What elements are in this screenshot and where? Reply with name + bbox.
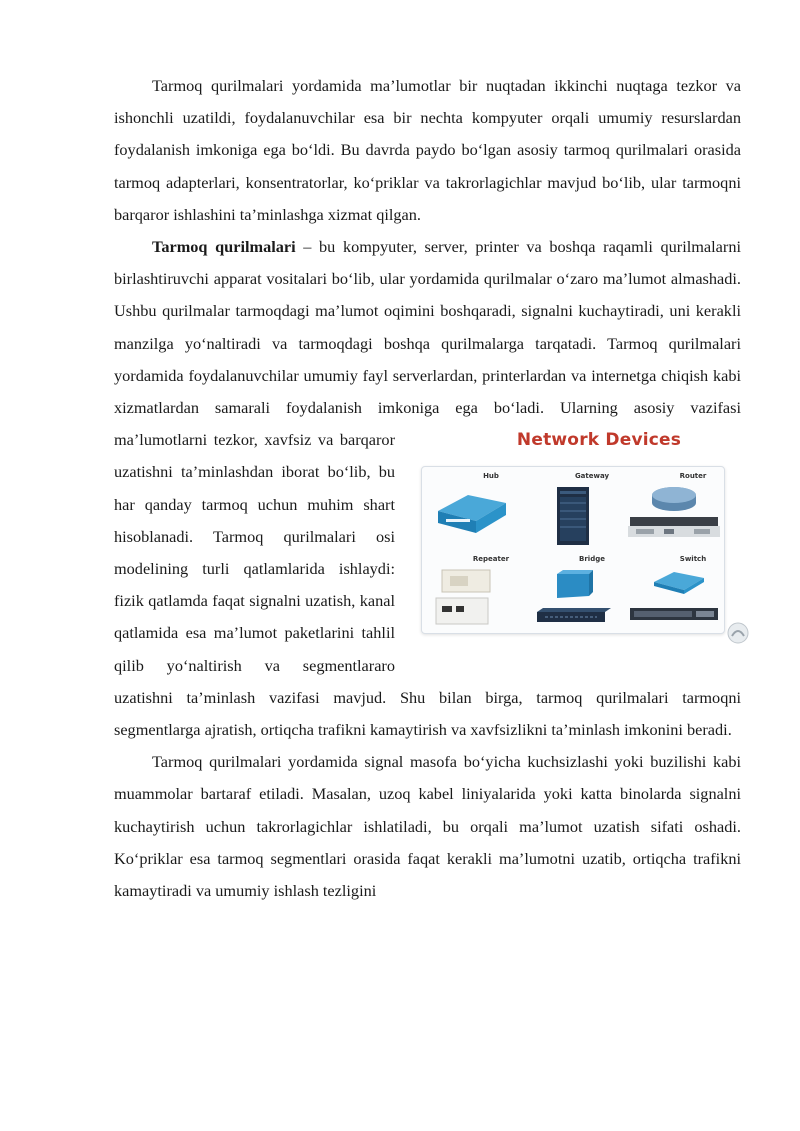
device-label: Hub [483, 472, 499, 481]
device-label: Bridge [579, 555, 605, 564]
figure-title: Network Devices [516, 430, 682, 451]
device-gateway [523, 467, 623, 550]
switch-icon [624, 564, 724, 630]
gateway-icon [523, 481, 623, 547]
bridge-icon [523, 564, 623, 630]
device-label: Switch [679, 555, 707, 564]
device-hub [422, 467, 522, 550]
device-switch [624, 550, 724, 633]
paragraph-2 [114, 231, 741, 746]
device-router [624, 467, 724, 550]
network-devices-figure [405, 428, 755, 674]
repeater-icon [422, 564, 522, 630]
document-page [114, 70, 741, 907]
paragraph-3: Tarmoq qurilmalari yordamida signal masofa bo‘yicha kuchsizlashi yoki buzilishi kabi muammolar bartaraf etiladi. Masalan, uzoq kabel liniyalarida yoki katta binolarda signalni kuchaytirish uchun takrorlagichlar ishlatiladi, bu orqali ma’lumot uzatish sifati oshadi. Ko‘priklar esa tarmoq segmentlari orasida faqat kerakli ma’lumotni uzatib, ortiqcha trafikni kamaytiradi va umumiy ishlash tezligini [114, 752, 741, 901]
devices-panel [421, 466, 725, 634]
paragraph-2-start: – bu kompyuter, server, printer va boshqa raqamli qurilmalarni birlashtiruvchi apparat vositalari bo‘lib, ular yordamida qurilmalar o‘zaro ma’lumot almashadi. Ushbu qurilmalar tarmoqdagi ma’lumot oqimini boshqaradi, signalni kuchaytiradi, uni kerakli manzilga yo‘naltiradi va tarmoqdagi boshqa qurilmalarga tarqatadi. Tarmoq qurilmalari yordamida foydalanuvchilar umumiy fayl serverlardan, printerlardan va internetga chiqish kabi xizmatlardan samarali foydalanish imkoniga ega bo‘ladi. Ularning asosiy vazifasi ma’lumotlarni Network Devices Hub Gateway Router Repeater Bridge Switch tezkor, xavfsiz va barqaror uzatishni ta’minlashdan iborat bo‘lib, bu har qanday tarmoq uchun muhim shart hisoblanadi. Tarmoq qurilmalari osi modelining turli qatlamlarida ishlaydi: fizik qatlamda faqat signalni uzatish, kanal qatlamida esa ma’lumot paketlarini tahlil qilib yo‘naltirish va segmentlararo uzatishni ta’minlash vazifasi mavjud. Shu bilan birga, tarmoq qurilmalari tarmoqni segmentlarga ajratish, ortiqcha trafikni kamaytirish va xavfsizlikni ta’minlash imkonini beradi. [114, 237, 741, 739]
term-definition: Tarmoq qurilmalari [152, 237, 296, 257]
router-icon [624, 481, 724, 547]
device-repeater [422, 550, 522, 633]
device-label: Repeater [472, 555, 510, 564]
device-bridge [523, 550, 623, 633]
watermark-logo-icon [727, 622, 749, 644]
device-label: Router [679, 472, 707, 481]
paragraph-1: Tarmoq qurilmalari yordamida ma’lumotlar bir nuqtadan ikkinchi nuqtaga tezkor va ishonchli uzatildi, foydalanuvchilar esa bir nechta kompyuter orqali umumiy resurslardan foydalanish imkoniga ega bo‘ldi. Bu davrda paydo bo‘lgan asosiy tarmoq qurilmalari orasida tarmoq adapterlari, konsentratorlar, ko‘priklar va takrorlagichlar mavjud bo‘lib, ular tarmoqni barqaror ishlashini ta’minlashga xizmat qilgan. [114, 76, 741, 224]
hub-icon [422, 481, 522, 547]
device-label: Gateway [574, 472, 610, 481]
